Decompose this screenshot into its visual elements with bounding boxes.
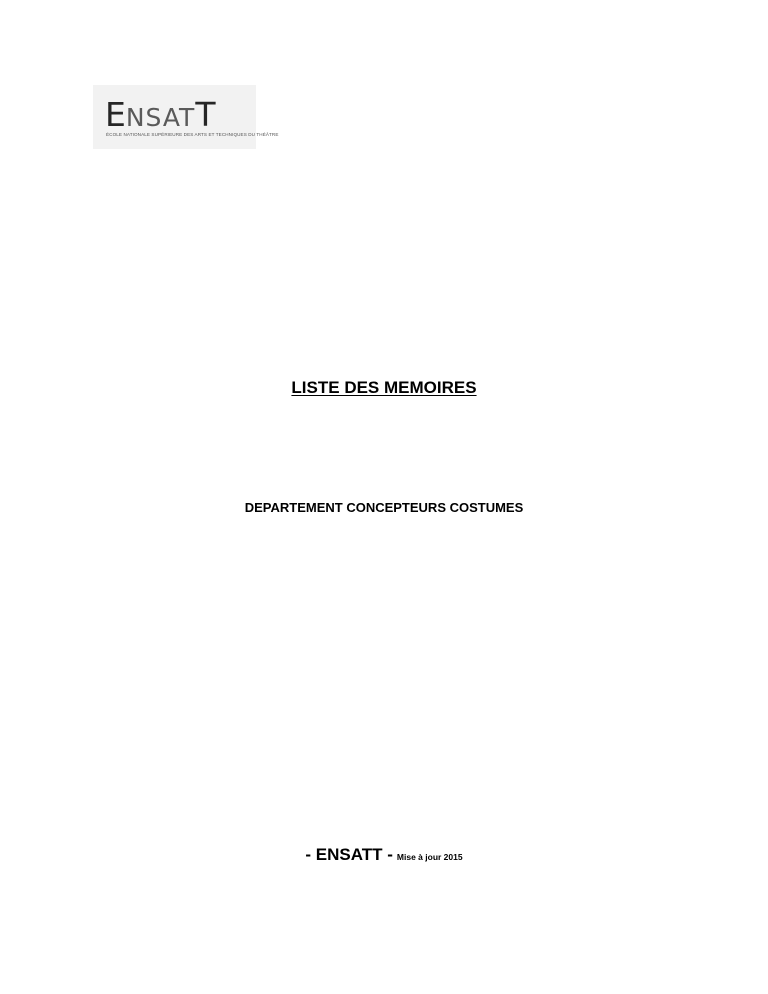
footer-update-note: Mise à jour 2015 <box>396 852 463 862</box>
document-footer <box>0 845 768 865</box>
logo-tagline: ÉCOLE NATIONALE SUPÉRIEURE DES ARTS ET TECHNIQUES DU THÉÂTRE <box>106 132 279 137</box>
logo-letter-last: T <box>195 95 216 134</box>
document-title: LISTE DES MEMOIRES <box>291 378 477 397</box>
logo-wordmark <box>105 97 216 133</box>
document-subtitle: DEPARTEMENT CONCEPTEURS COSTUMES <box>244 500 524 515</box>
logo-letter-first: E <box>105 95 126 134</box>
footer-prefix: - ENSATT - <box>305 845 393 864</box>
ensatt-logo <box>93 85 279 149</box>
logo-letters-middle: NSAT <box>125 103 196 132</box>
